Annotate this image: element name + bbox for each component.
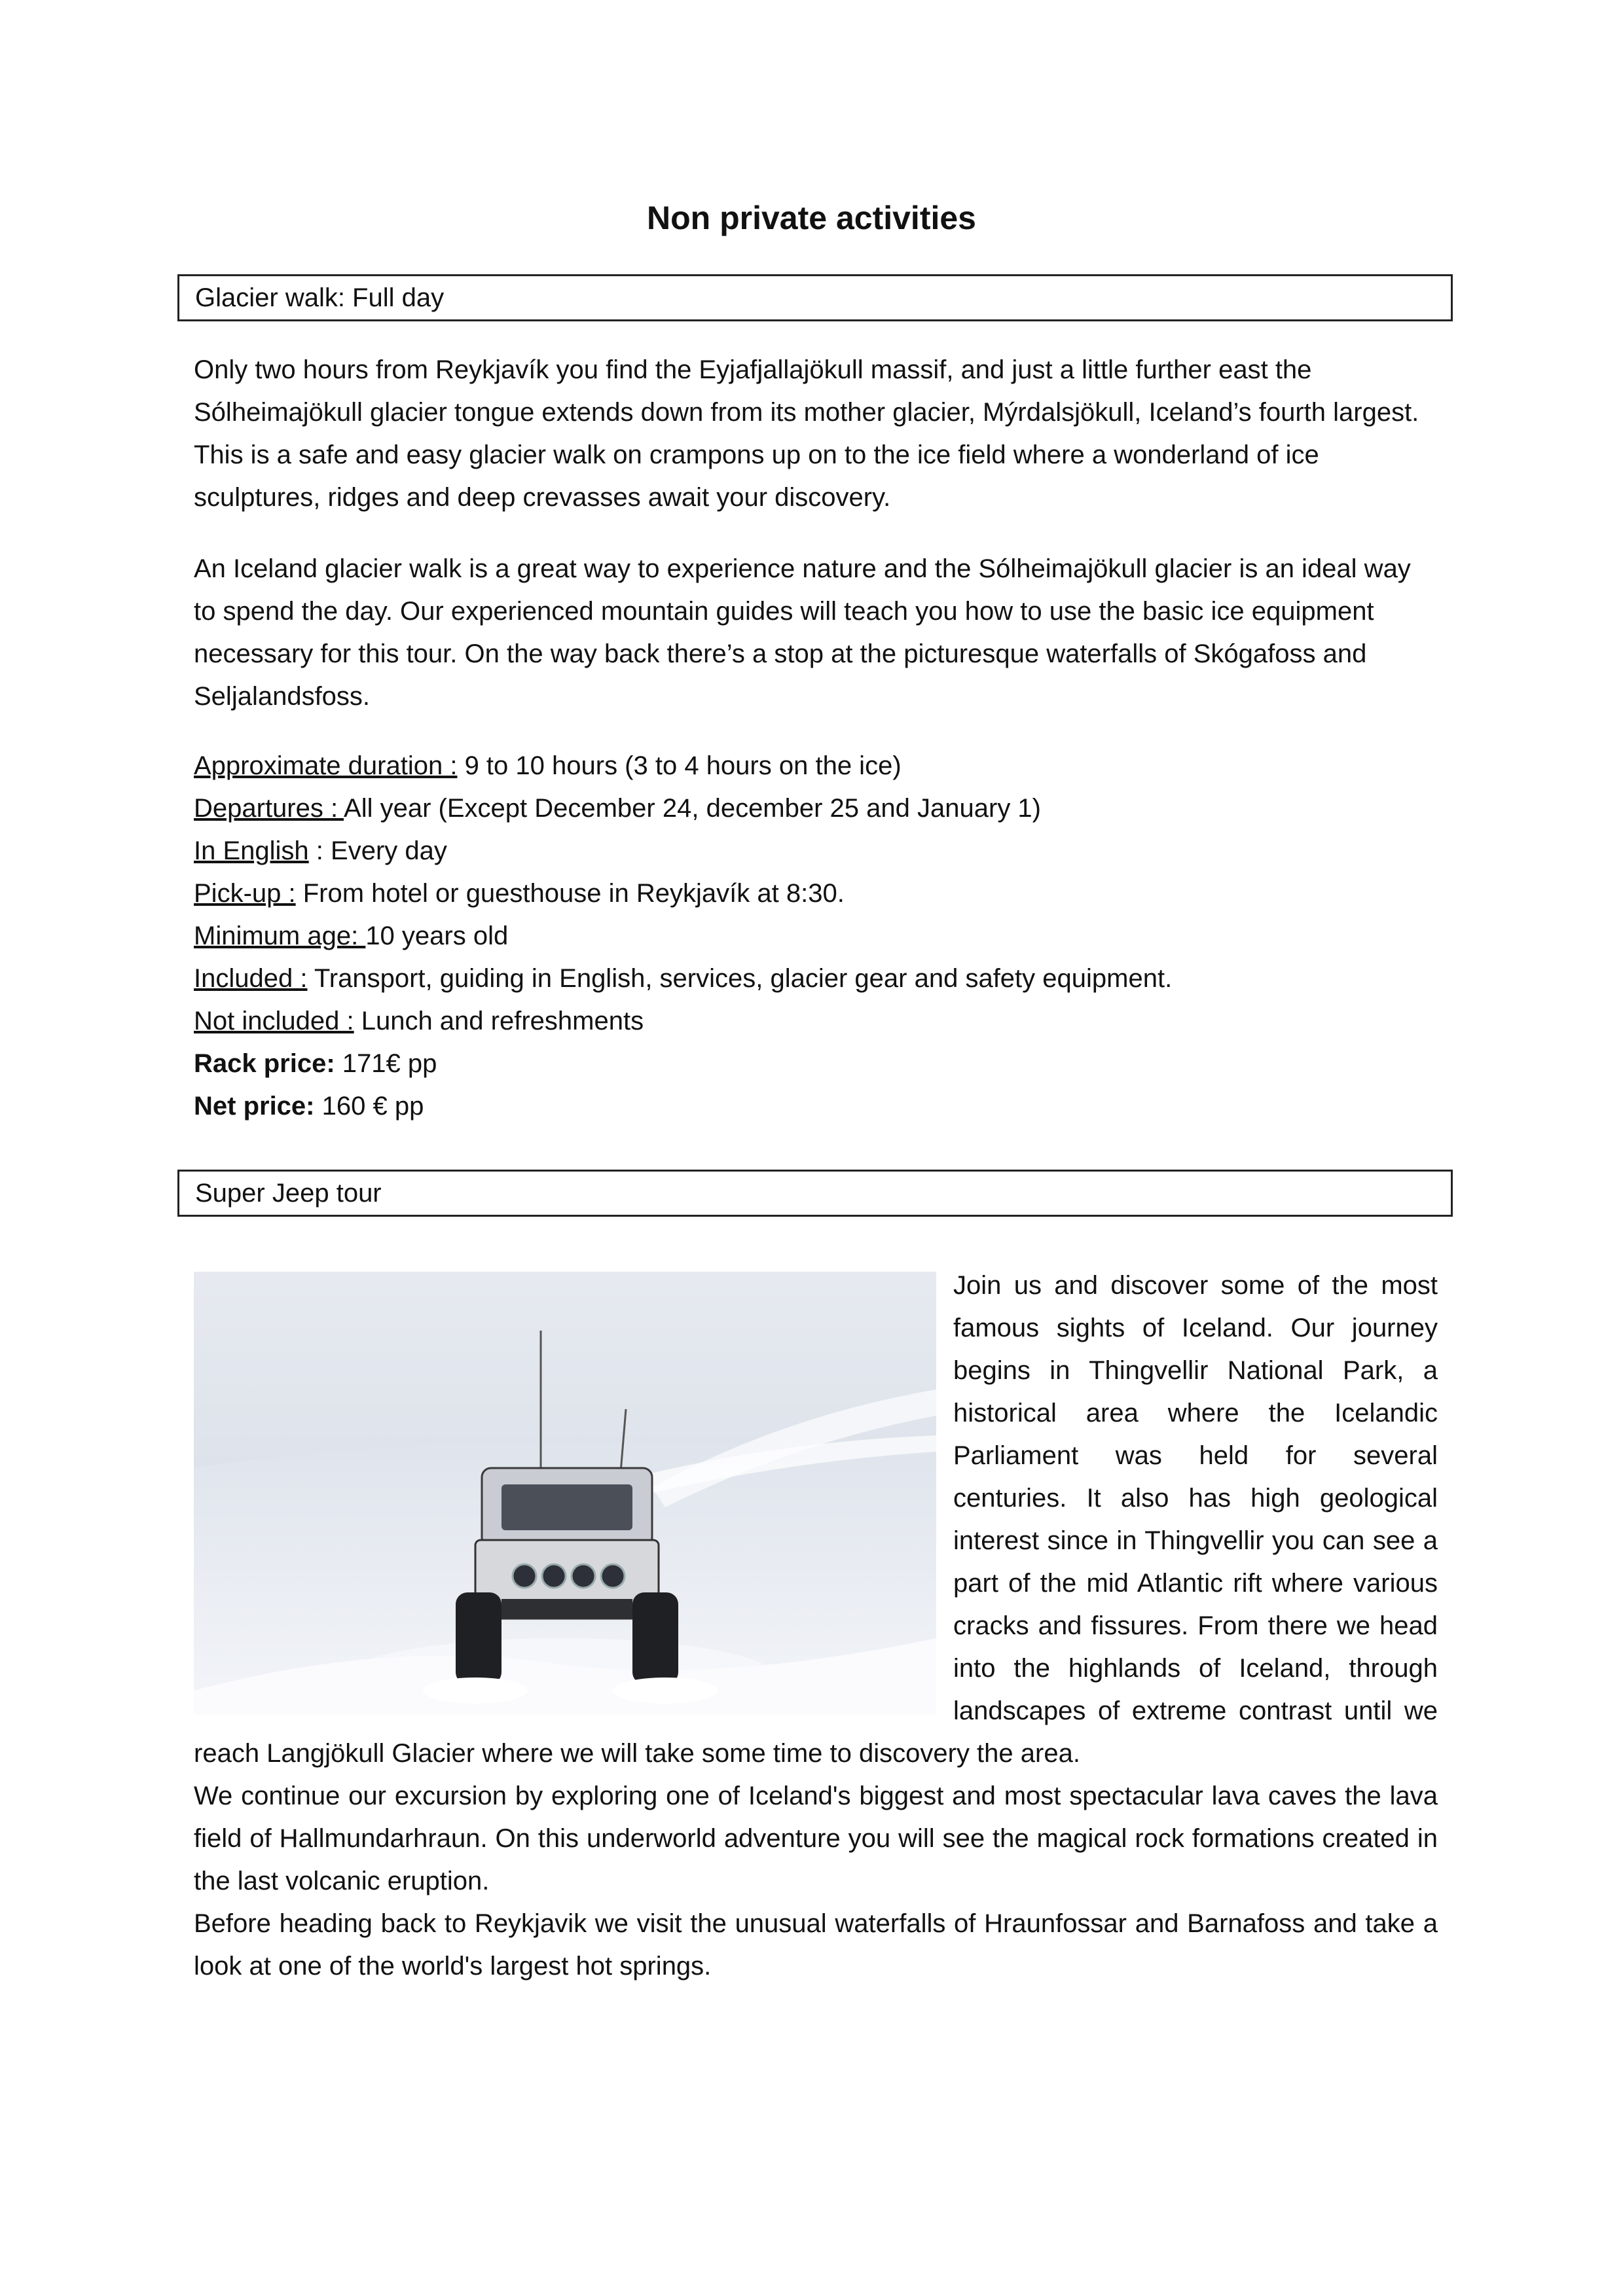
photo-spacer <box>194 1265 953 1723</box>
rack-price-label: Rack price: <box>194 1049 335 1078</box>
detail-value: Lunch and refreshments <box>354 1007 644 1035</box>
page-title: Non private activities <box>647 200 976 236</box>
super-jeep-description <box>194 1265 1438 1988</box>
glacier-walk-paragraph: An Iceland glacier walk is a great way to experience nature and the Sólheimajökull glacier is an ideal way to spend the day. Our experienced mountain guides will teach you how to use the basic ice equipment necessary for this tour. On the way back there’s a stop at the picturesque waterfalls of Skógafoss and Seljalandsfoss. <box>194 554 1411 711</box>
detail-row-not-included <box>194 1000 1438 1043</box>
detail-row-departures <box>194 787 1438 830</box>
net-price-label: Net price: <box>194 1092 315 1121</box>
detail-value: All year (Except December 24, december 25 and January 1) <box>344 794 1041 823</box>
detail-label: Included : <box>194 964 308 993</box>
detail-value: : Every day <box>308 836 447 865</box>
detail-label: Pick-up : <box>194 879 296 908</box>
detail-label: Not included : <box>194 1007 354 1035</box>
detail-value: 10 years old <box>365 922 509 950</box>
rack-price-value: 171€ pp <box>335 1049 437 1078</box>
detail-row-pickup <box>194 872 1438 915</box>
detail-row-language <box>194 830 1438 872</box>
detail-value: Transport, guiding in English, services, glacier gear and safety equipment. <box>307 964 1173 993</box>
section-header-glacier-walk: Glacier walk: Full day <box>177 274 1453 321</box>
net-price-value: 160 € pp <box>314 1092 424 1121</box>
rack-price-row <box>194 1043 1438 1085</box>
detail-row-minimum-age <box>194 915 1438 958</box>
jeep-paragraph-2: We continue our excursion by exploring one of Iceland's biggest and most spectacular lava caves the lava field of Hallmundarhraun. On this underworld adventure you will see the magical rock formations created in the last volcanic eruption. <box>194 1782 1438 1895</box>
glacier-details-list <box>194 745 1438 1128</box>
section-header-super-jeep: Super Jeep tour <box>177 1170 1453 1217</box>
jeep-paragraph-3: Before heading back to Reykjavik we visit the unusual waterfalls of Hraunfossar and Barnafoss and take a look at one of the world's largest hot springs. <box>194 1909 1438 1981</box>
detail-row-duration <box>194 745 1438 787</box>
detail-row-included <box>194 958 1438 1000</box>
detail-label: Minimum age: <box>194 922 366 950</box>
detail-value: From hotel or guesthouse in Reykjavík at 8:30. <box>295 879 845 908</box>
glacier-intro-paragraph: Only two hours from Reykjavík you find the Eyjafjallajökull massif, and just a little further east the Sólheimajökull glacier tongue extends down from its mother glacier, Mýrdalsjökull, Iceland’s fourth largest. This is a safe and easy glacier walk on crampons up on to the ice field where a wonderland of ice sculptures, ridges and deep crevasses await your discovery. <box>194 355 1419 512</box>
detail-label: Departures : <box>194 794 344 823</box>
jeep-paragraph-1: Join us and discover some of the most famous sights of Iceland. Our journey begins in Thingvellir National Park, a historical area where the Icelandic Parliament was held for several centuries. It also has high geological interest since in Thingvellir you can see a part of the mid Atlantic rift where various cracks and fissures. From there we head into the highlands of Iceland, through landscapes of extreme contrast until we reach Langjökull Glacier where we will take some time to discovery the area. <box>194 1271 1438 1768</box>
detail-value: 9 to 10 hours (3 to 4 hours on the ice) <box>457 751 902 780</box>
detail-label: Approximate duration : <box>194 751 458 780</box>
net-price-row <box>194 1085 1438 1128</box>
detail-label: In English <box>194 836 309 865</box>
